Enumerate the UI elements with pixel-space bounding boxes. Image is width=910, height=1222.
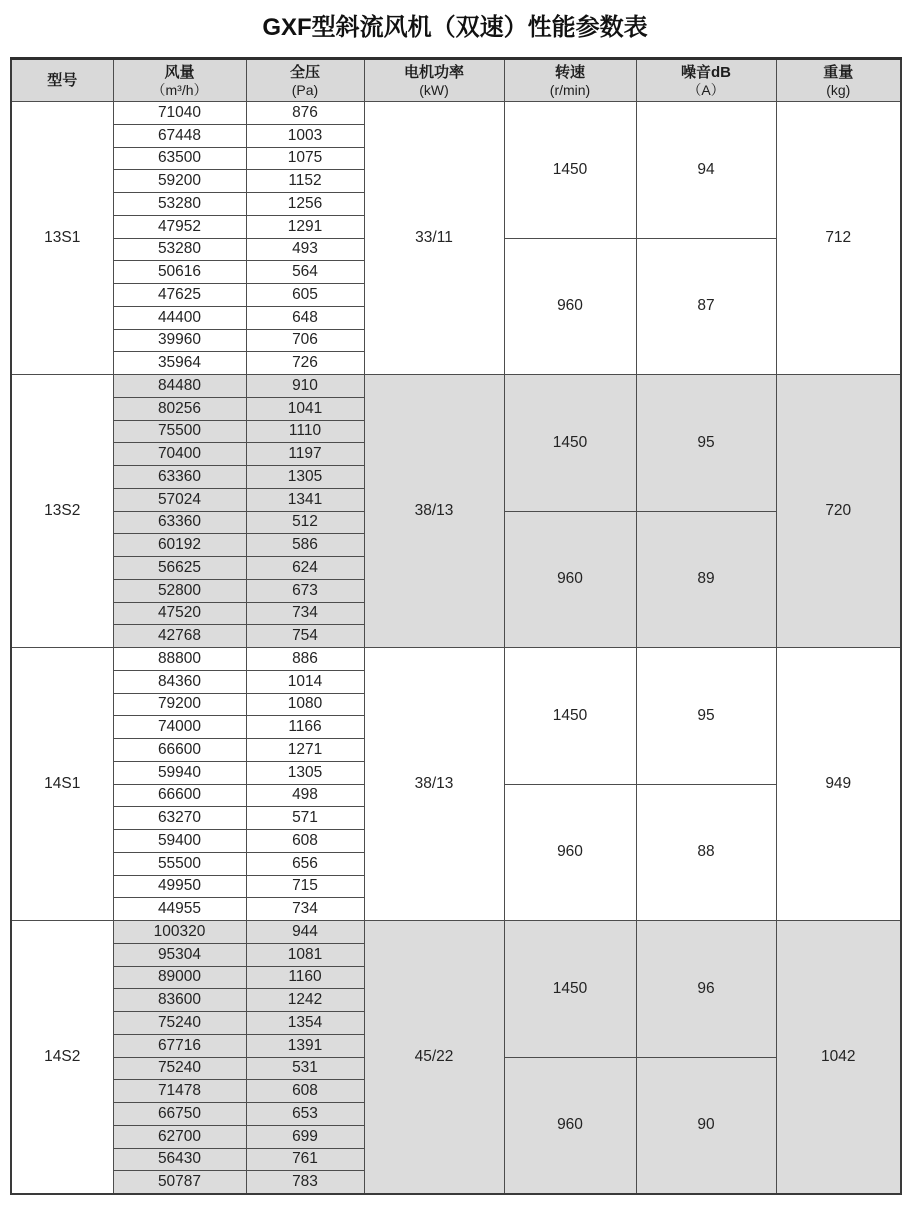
airflow-cell: 79200 bbox=[113, 693, 246, 716]
col-header-weight bbox=[776, 59, 901, 102]
pressure-cell: 944 bbox=[246, 921, 364, 944]
airflow-cell: 63360 bbox=[113, 511, 246, 534]
col-header-unit: (kg) bbox=[826, 81, 851, 98]
airflow-cell: 59200 bbox=[113, 170, 246, 193]
pressure-cell: 1197 bbox=[246, 443, 364, 466]
pressure-cell: 754 bbox=[246, 625, 364, 648]
airflow-cell: 42768 bbox=[113, 625, 246, 648]
spec-table bbox=[10, 57, 902, 1195]
pressure-cell: 1305 bbox=[246, 761, 364, 784]
noise-cell: 89 bbox=[636, 511, 776, 648]
airflow-cell: 35964 bbox=[113, 352, 246, 375]
pressure-cell: 605 bbox=[246, 284, 364, 307]
airflow-cell: 100320 bbox=[113, 921, 246, 944]
model-cell: 14S1 bbox=[11, 648, 113, 921]
pressure-cell: 726 bbox=[246, 352, 364, 375]
pressure-cell: 1014 bbox=[246, 670, 364, 693]
col-header-label: 噪音dB bbox=[681, 63, 731, 81]
airflow-cell: 39960 bbox=[113, 329, 246, 352]
noise-cell: 94 bbox=[636, 102, 776, 239]
noise-cell: 90 bbox=[636, 1057, 776, 1194]
col-header-model bbox=[11, 59, 113, 102]
pressure-cell: 1075 bbox=[246, 147, 364, 170]
airflow-cell: 88800 bbox=[113, 648, 246, 671]
airflow-cell: 66750 bbox=[113, 1103, 246, 1126]
airflow-cell: 67448 bbox=[113, 124, 246, 147]
pressure-cell: 653 bbox=[246, 1103, 364, 1126]
airflow-cell: 95304 bbox=[113, 943, 246, 966]
col-header-label: 电机功率 bbox=[403, 63, 464, 81]
airflow-cell: 44955 bbox=[113, 898, 246, 921]
pressure-cell: 586 bbox=[246, 534, 364, 557]
pressure-cell: 1305 bbox=[246, 466, 364, 489]
model-cell: 14S2 bbox=[11, 921, 113, 1194]
pressure-cell: 1391 bbox=[246, 1034, 364, 1057]
airflow-cell: 75240 bbox=[113, 1012, 246, 1035]
pressure-cell: 673 bbox=[246, 579, 364, 602]
col-header-unit: (kW) bbox=[419, 81, 449, 98]
airflow-cell: 66600 bbox=[113, 784, 246, 807]
pressure-cell: 734 bbox=[246, 602, 364, 625]
airflow-cell: 50787 bbox=[113, 1171, 246, 1194]
noise-cell: 88 bbox=[636, 784, 776, 921]
weight-cell: 712 bbox=[776, 102, 901, 375]
col-header-unit: （m³/h） bbox=[151, 81, 208, 98]
airflow-cell: 80256 bbox=[113, 397, 246, 420]
pressure-cell: 1256 bbox=[246, 193, 364, 216]
col-header-unit: （A） bbox=[687, 81, 725, 98]
pressure-cell: 1354 bbox=[246, 1012, 364, 1035]
airflow-cell: 62700 bbox=[113, 1125, 246, 1148]
airflow-cell: 47952 bbox=[113, 215, 246, 238]
airflow-cell: 89000 bbox=[113, 966, 246, 989]
power-cell: 38/13 bbox=[364, 648, 504, 921]
pressure-cell: 498 bbox=[246, 784, 364, 807]
pressure-cell: 1160 bbox=[246, 966, 364, 989]
airflow-cell: 44400 bbox=[113, 306, 246, 329]
pressure-cell: 783 bbox=[246, 1171, 364, 1194]
pressure-cell: 608 bbox=[246, 1080, 364, 1103]
pressure-cell: 886 bbox=[246, 648, 364, 671]
pressure-cell: 571 bbox=[246, 807, 364, 830]
pressure-cell: 1291 bbox=[246, 215, 364, 238]
pressure-cell: 1271 bbox=[246, 739, 364, 762]
airflow-cell: 84480 bbox=[113, 375, 246, 398]
pressure-cell: 1110 bbox=[246, 420, 364, 443]
col-header-label: 转速 bbox=[554, 63, 585, 81]
airflow-cell: 63360 bbox=[113, 466, 246, 489]
speed-cell: 960 bbox=[504, 1057, 636, 1194]
pressure-cell: 648 bbox=[246, 306, 364, 329]
airflow-cell: 66600 bbox=[113, 739, 246, 762]
noise-cell: 87 bbox=[636, 238, 776, 375]
airflow-cell: 59400 bbox=[113, 830, 246, 853]
col-header-pressure bbox=[246, 59, 364, 102]
airflow-cell: 75240 bbox=[113, 1057, 246, 1080]
power-cell: 33/11 bbox=[364, 102, 504, 375]
airflow-cell: 52800 bbox=[113, 579, 246, 602]
pressure-cell: 1166 bbox=[246, 716, 364, 739]
pressure-cell: 1341 bbox=[246, 488, 364, 511]
pressure-cell: 910 bbox=[246, 375, 364, 398]
table-row bbox=[11, 102, 901, 125]
speed-cell: 1450 bbox=[504, 921, 636, 1058]
header-row bbox=[11, 59, 901, 102]
col-header-power bbox=[364, 59, 504, 102]
pressure-cell: 493 bbox=[246, 238, 364, 261]
airflow-cell: 71478 bbox=[113, 1080, 246, 1103]
noise-cell: 95 bbox=[636, 375, 776, 512]
weight-cell: 720 bbox=[776, 375, 901, 648]
pressure-cell: 1080 bbox=[246, 693, 364, 716]
pressure-cell: 699 bbox=[246, 1125, 364, 1148]
table-body bbox=[11, 102, 901, 1194]
noise-cell: 95 bbox=[636, 648, 776, 785]
pressure-cell: 876 bbox=[246, 102, 364, 125]
airflow-cell: 74000 bbox=[113, 716, 246, 739]
airflow-cell: 59940 bbox=[113, 761, 246, 784]
airflow-cell: 75500 bbox=[113, 420, 246, 443]
airflow-cell: 55500 bbox=[113, 852, 246, 875]
pressure-cell: 706 bbox=[246, 329, 364, 352]
pressure-cell: 1003 bbox=[246, 124, 364, 147]
pressure-cell: 624 bbox=[246, 557, 364, 580]
table-row bbox=[11, 375, 901, 398]
speed-cell: 1450 bbox=[504, 102, 636, 239]
col-header-airflow bbox=[113, 59, 246, 102]
table-row bbox=[11, 921, 901, 944]
pressure-cell: 1081 bbox=[246, 943, 364, 966]
weight-cell: 949 bbox=[776, 648, 901, 921]
weight-cell: 1042 bbox=[776, 921, 901, 1194]
col-header-unit: (Pa) bbox=[291, 81, 319, 98]
table-row bbox=[11, 648, 901, 671]
pressure-cell: 734 bbox=[246, 898, 364, 921]
pressure-cell: 531 bbox=[246, 1057, 364, 1080]
pressure-cell: 512 bbox=[246, 511, 364, 534]
pressure-cell: 761 bbox=[246, 1148, 364, 1171]
speed-cell: 960 bbox=[504, 238, 636, 375]
airflow-cell: 53280 bbox=[113, 193, 246, 216]
col-header-label: 全压 bbox=[289, 63, 320, 81]
col-header-label: 重量 bbox=[823, 63, 854, 81]
col-header-label: 风量 bbox=[164, 63, 195, 81]
airflow-cell: 60192 bbox=[113, 534, 246, 557]
col-header-noise bbox=[636, 59, 776, 102]
col-header-label: 型号 bbox=[47, 72, 78, 89]
power-cell: 45/22 bbox=[364, 921, 504, 1194]
airflow-cell: 63270 bbox=[113, 807, 246, 830]
pressure-cell: 715 bbox=[246, 875, 364, 898]
noise-cell: 96 bbox=[636, 921, 776, 1058]
airflow-cell: 67716 bbox=[113, 1034, 246, 1057]
table-header bbox=[11, 59, 901, 102]
page-title: GXF型斜流风机（双速）性能参数表 bbox=[262, 14, 648, 41]
airflow-cell: 83600 bbox=[113, 989, 246, 1012]
airflow-cell: 71040 bbox=[113, 102, 246, 125]
col-header-unit: (r/min) bbox=[549, 81, 591, 98]
airflow-cell: 57024 bbox=[113, 488, 246, 511]
pressure-cell: 564 bbox=[246, 261, 364, 284]
airflow-cell: 53280 bbox=[113, 238, 246, 261]
speed-cell: 1450 bbox=[504, 375, 636, 512]
speed-cell: 1450 bbox=[504, 648, 636, 785]
airflow-cell: 63500 bbox=[113, 147, 246, 170]
model-cell: 13S1 bbox=[11, 102, 113, 375]
power-cell: 38/13 bbox=[364, 375, 504, 648]
speed-cell: 960 bbox=[504, 511, 636, 648]
speed-cell: 960 bbox=[504, 784, 636, 921]
airflow-cell: 70400 bbox=[113, 443, 246, 466]
pressure-cell: 1242 bbox=[246, 989, 364, 1012]
airflow-cell: 50616 bbox=[113, 261, 246, 284]
airflow-cell: 49950 bbox=[113, 875, 246, 898]
model-cell: 13S2 bbox=[11, 375, 113, 648]
airflow-cell: 47625 bbox=[113, 284, 246, 307]
pressure-cell: 608 bbox=[246, 830, 364, 853]
airflow-cell: 56430 bbox=[113, 1148, 246, 1171]
airflow-cell: 84360 bbox=[113, 670, 246, 693]
pressure-cell: 1041 bbox=[246, 397, 364, 420]
pressure-cell: 1152 bbox=[246, 170, 364, 193]
airflow-cell: 56625 bbox=[113, 557, 246, 580]
col-header-speed bbox=[504, 59, 636, 102]
airflow-cell: 47520 bbox=[113, 602, 246, 625]
pressure-cell: 656 bbox=[246, 852, 364, 875]
